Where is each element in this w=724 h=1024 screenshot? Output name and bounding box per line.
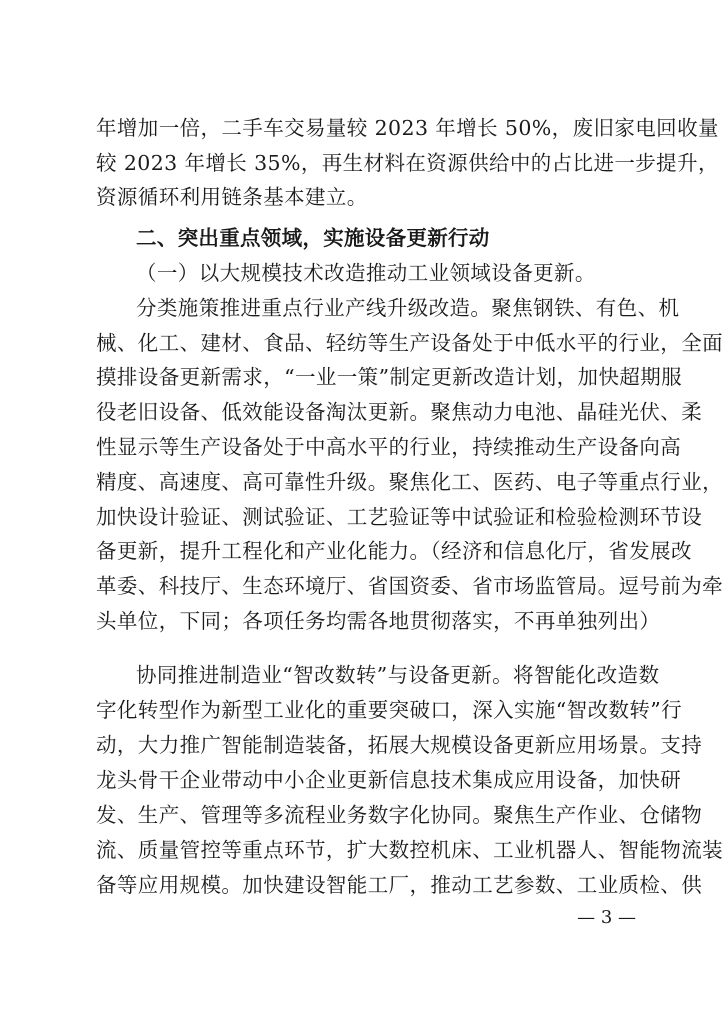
paragraph-line: 协同推进制造业“智改数转”与设备更新。将智能化改造数 bbox=[136, 663, 660, 687]
sub-heading: （一）以大规模技术改造推动工业领域设备更新。 bbox=[136, 261, 596, 285]
paragraph-line: 革委、科技厅、生态环境厅、省国资委、省市场监管局。逗号前为牵 bbox=[96, 574, 723, 598]
paragraph-line: 龙头骨干企业带动中小企业更新信息技术集成应用设备，加快研 bbox=[96, 768, 682, 792]
paragraph-line: 分类施策推进重点行业产线升级改造。聚焦钢铁、有色、机 bbox=[136, 296, 680, 320]
paragraph-line: 役老旧设备、低效能设备淘汰更新。聚焦动力电池、晶硅光伏、柔 bbox=[96, 400, 703, 424]
paragraph-line: 较 2023 年增长 35%，再生材料在资源供给中的占比进一步提升， bbox=[96, 151, 719, 175]
paragraph-line: 摸排设备更新需求，“一业一策”制定更新改造计划，加快超期服 bbox=[96, 365, 683, 389]
paragraph-line: 头单位，下同；各项任务均需各地贯彻落实，不再单独列出） bbox=[96, 609, 661, 633]
paragraph-line: 加快设计验证、测试验证、工艺验证等中试验证和检验检测环节设 bbox=[96, 505, 703, 529]
paragraph-line: 性显示等生产设备处于中高水平的行业，持续推动生产设备向高 bbox=[96, 435, 682, 459]
paragraph-line: 动，大力推广智能制造装备，拓展大规模设备更新应用场景。支持 bbox=[96, 733, 703, 757]
page-number: — 3 — bbox=[577, 907, 636, 928]
paragraph-line: 精度、高速度、高可靠性升级。聚焦化工、医药、电子等重点行业， bbox=[96, 470, 723, 494]
paragraph-line: 械、化工、建材、食品、轻纺等生产设备处于中低水平的行业，全面 bbox=[96, 331, 723, 355]
paragraph-line: 流、质量管控等重点环节，扩大数控机床、工业机器人、智能物流装 bbox=[96, 838, 723, 862]
paragraph-line: 发、生产、管理等多流程业务数字化协同。聚焦生产作业、仓储物 bbox=[96, 803, 703, 827]
paragraph-line: 备等应用规模。加快建设智能工厂，推动工艺参数、工业质检、供 bbox=[96, 873, 703, 897]
paragraph-line: 资源循环利用链条基本建立。 bbox=[96, 185, 368, 209]
section-heading: 二、突出重点领域，实施设备更新行动 bbox=[136, 226, 490, 250]
paragraph-line: 年增加一倍，二手车交易量较 2023 年增长 50%，废旧家电回收量 bbox=[96, 116, 719, 140]
paragraph-line: 字化转型作为新型工业化的重要突破口，深入实施“智改数转”行 bbox=[96, 698, 683, 722]
paragraph-line: 备更新，提升工程化和产业化能力。（经济和信息化厅，省发展改 bbox=[96, 539, 692, 563]
